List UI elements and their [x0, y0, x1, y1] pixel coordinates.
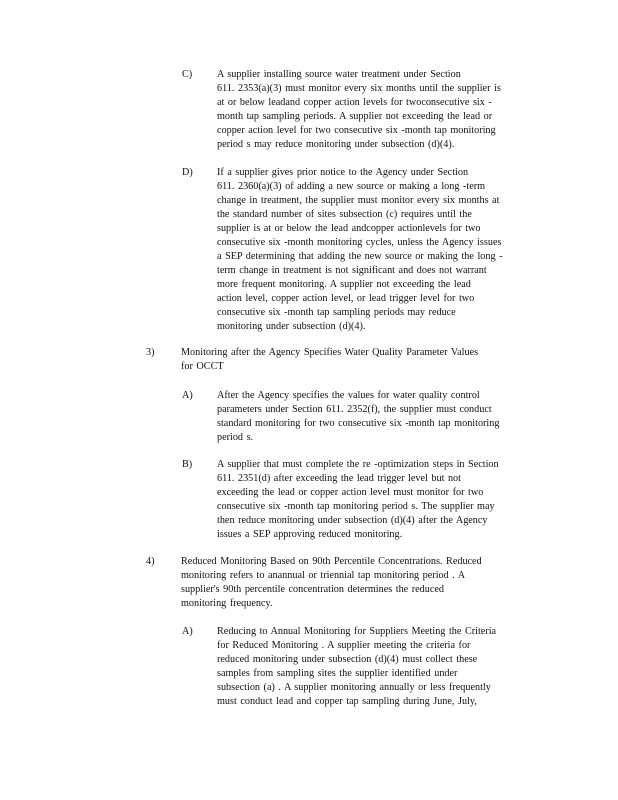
item-label: 3): [146, 347, 155, 358]
text-line: parameters under Section 611. 2352(f), the supplier must conduct: [217, 404, 492, 415]
text-line: If a supplier gives prior notice to the Agency under Section: [217, 167, 469, 178]
text-line: 611. 2360(a)(3) of adding a new source or making a long -term: [217, 181, 486, 192]
item-label: A): [182, 626, 193, 637]
text-line: period s.: [217, 432, 254, 443]
text-line: consecutive six -month tap sampling periods may reduce: [217, 307, 456, 318]
item-heading: [181, 346, 521, 374]
text-line: reduced monitoring under subsection (d)(4) must collect these: [217, 654, 478, 665]
item-body: [217, 625, 540, 709]
text-line: standard monitoring for two consecutive six -month tap monitoring: [217, 418, 500, 429]
text-line: 611. 2353(a)(3) must monitor every six months until the supplier is: [217, 83, 501, 94]
item-label: D): [182, 167, 193, 178]
text-line: exceeding the lead or copper action level must monitor for two: [217, 487, 484, 498]
text-line: Reducing to Annual Monitoring for Suppliers Meeting the Criteria: [217, 626, 497, 637]
text-line: subsection (a) . A supplier monitoring annually or less frequently: [217, 682, 491, 693]
text-line: issues a SEP approving reduced monitoring.: [217, 529, 403, 540]
item-label: C): [182, 69, 193, 80]
text-line: supplier is at or below the lead andcopper actionlevels for two: [217, 223, 481, 234]
text-line: for Reduced Monitoring . A supplier meeting the criteria for: [217, 640, 471, 651]
text-line: more frequent monitoring. A supplier not exceeding the lead: [217, 279, 471, 290]
item-body: [181, 555, 521, 611]
text-line: Reduced Monitoring Based on 90th Percentile Concentrations. Reduced: [181, 556, 482, 567]
text-line: A supplier that must complete the re -optimization steps in Section: [217, 459, 499, 470]
text-line: After the Agency specifies the values for water quality control: [217, 390, 480, 401]
text-line: a SEP determining that adding the new source or making the long -: [217, 251, 503, 262]
text-line: monitoring frequency.: [181, 598, 273, 609]
item-body: [217, 389, 540, 445]
text-line: for OCCT: [181, 361, 224, 372]
item-label: B): [182, 459, 193, 470]
text-line: month tap sampling periods. A supplier not exceeding the lead or: [217, 111, 493, 122]
text-line: samples from sampling sites the supplier identified under: [217, 668, 458, 679]
text-line: consecutive six -month tap monitoring period s. The supplier may: [217, 501, 495, 512]
text-line: A supplier installing source water treatment under Section: [217, 69, 461, 80]
item-body: [217, 68, 540, 152]
text-line: at or below leadand copper action levels for twoconsecutive six -: [217, 97, 492, 108]
text-line: supplier's 90th percentile concentration determines the reduced: [181, 584, 444, 595]
text-line: monitoring under subsection (d)(4).: [217, 321, 366, 332]
text-line: 611. 2351(d) after exceeding the lead trigger level but not: [217, 473, 461, 484]
text-line: the standard number of sites subsection (c) requires until the: [217, 209, 472, 220]
text-line: change in treatment, the supplier must monitor every six months at: [217, 195, 500, 206]
item-body: [217, 166, 540, 334]
text-line: period s may reduce monitoring under subsection (d)(4).: [217, 139, 455, 150]
text-line: consecutive six -month monitoring cycles, unless the Agency issues: [217, 237, 502, 248]
text-line: action level, copper action level, or lead trigger level for two: [217, 293, 475, 304]
item-body: [217, 458, 540, 542]
text-line: monitoring refers to anannual or triennial tap monitoring period . A: [181, 570, 466, 581]
item-label: 4): [146, 556, 155, 567]
text-line: then reduce monitoring under subsection (d)(4) after the Agency: [217, 515, 488, 526]
text-line: copper action level for two consecutive six -month tap monitoring: [217, 125, 496, 136]
text-line: must conduct lead and copper tap sampling during June, July,: [217, 696, 477, 707]
text-line: term change in treatment is not significant and does not warrant: [217, 265, 487, 276]
item-label: A): [182, 390, 193, 401]
text-line: Monitoring after the Agency Specifies Water Quality Parameter Values: [181, 347, 479, 358]
